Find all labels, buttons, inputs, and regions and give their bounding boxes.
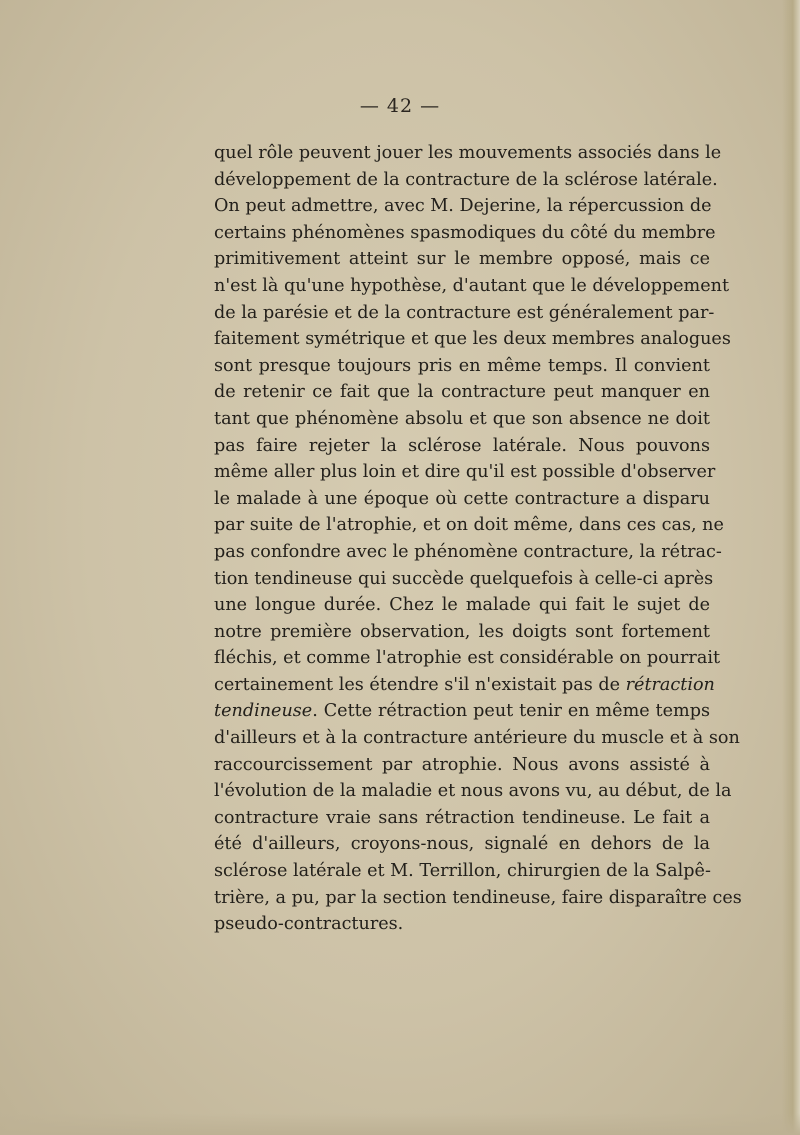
text-segment: contracture vraie sans rétraction tendineuse. Le fait a	[214, 807, 710, 828]
italic-text: tendineuse	[214, 701, 313, 722]
text-segment: pas confondre avec le phénomène contracture, la rétrac-	[214, 541, 722, 562]
text-segment: trière, a pu, par la section tendineuse, faire disparaître ces	[214, 887, 742, 908]
text-segment: sclérose latérale et M. Terrillon, chirurgien de la Salpê-	[214, 861, 711, 882]
text-segment: pas faire rejeter la sclérose latérale. Nous pouvons	[214, 435, 710, 456]
text-segment: tant que phénomène absolu et que son absence ne doit	[214, 408, 710, 429]
text-segment: On peut admettre, avec M. Dejerine, la répercussion de	[214, 196, 712, 217]
text-line	[214, 858, 710, 885]
text-segment: par suite de l'atrophie, et on doit même, dans ces cas, ne	[214, 515, 724, 536]
text-line	[214, 459, 716, 486]
text-line	[214, 300, 715, 327]
text-line	[214, 725, 740, 752]
text-segment: notre première observation, les doigts sont fortement	[214, 621, 710, 642]
text-segment: une longue durée. Chez le malade qui fait le sujet de	[214, 595, 710, 616]
text-segment: n'est là qu'une hypothèse, d'autant que le développement	[214, 275, 730, 296]
italic-text: rétraction	[625, 674, 715, 695]
text-line	[214, 379, 710, 406]
text-line	[214, 140, 722, 167]
text-segment: fléchis, et comme l'atrophie est considérable on pourrait	[214, 648, 721, 669]
text-segment: tion tendineuse qui succède quelquefois à celle-ci après	[214, 568, 714, 589]
text-segment: pseudo-contractures.	[214, 914, 404, 935]
text-segment: certains phénomènes spasmodiques du côté du membre	[214, 222, 716, 243]
text-line	[214, 698, 710, 725]
text-line	[214, 406, 710, 433]
text-segment: sont presque toujours pris en même temps. Il convient	[214, 355, 710, 376]
text-segment: de la parésie et de la contracture est généralement par-	[214, 302, 715, 323]
text-line	[214, 433, 710, 460]
text-line	[214, 805, 710, 832]
text-segment: certainement les étendre s'il n'existait pas de	[214, 674, 626, 695]
text-line	[214, 592, 710, 619]
text-line	[214, 752, 710, 779]
text-segment: le malade à une époque où cette contracture a disparu	[214, 488, 710, 509]
text-segment: même aller plus loin et dire qu'il est possible d'observer	[214, 462, 716, 483]
text-line	[214, 220, 716, 247]
text-segment: faitement symétrique et que les deux membres analogues	[214, 329, 731, 350]
text-segment: . Cette rétraction peut tenir en même temps	[312, 701, 710, 722]
page-number: — 42 —	[359, 95, 441, 117]
text-line	[214, 326, 731, 353]
page-bottom-shadow	[0, 1113, 800, 1135]
text-segment: d'ailleurs et à la contracture antérieure du muscle et à son	[214, 728, 740, 749]
page-edge-shadow	[782, 0, 800, 1135]
body-text	[214, 140, 742, 938]
text-line	[214, 539, 722, 566]
text-line	[214, 911, 710, 938]
text-line	[214, 512, 724, 539]
text-segment: développement de la contracture de la sclérose latérale.	[214, 169, 718, 190]
text-line	[214, 273, 730, 300]
text-line	[214, 167, 718, 194]
text-line	[214, 193, 710, 220]
text-segment: été d'ailleurs, croyons-nous, signalé en dehors de la	[214, 834, 710, 855]
text-line	[214, 246, 710, 273]
text-line	[214, 672, 715, 699]
text-line	[214, 831, 710, 858]
text-line	[214, 645, 721, 672]
text-segment: l'évolution de la maladie et nous avons vu, au début, de la	[214, 781, 732, 802]
text-line	[214, 619, 710, 646]
text-segment: quel rôle peuvent jouer les mouvements associés dans le	[214, 143, 722, 163]
text-line	[214, 885, 742, 912]
text-line	[214, 566, 714, 593]
text-line	[214, 778, 732, 805]
text-line	[214, 353, 710, 380]
text-line	[214, 486, 710, 513]
text-segment: de retenir ce fait que la contracture peut manquer en	[214, 382, 710, 403]
text-segment: raccourcissement par atrophie. Nous avons assisté à	[214, 754, 710, 775]
text-segment: primitivement atteint sur le membre opposé, mais ce	[214, 249, 710, 270]
